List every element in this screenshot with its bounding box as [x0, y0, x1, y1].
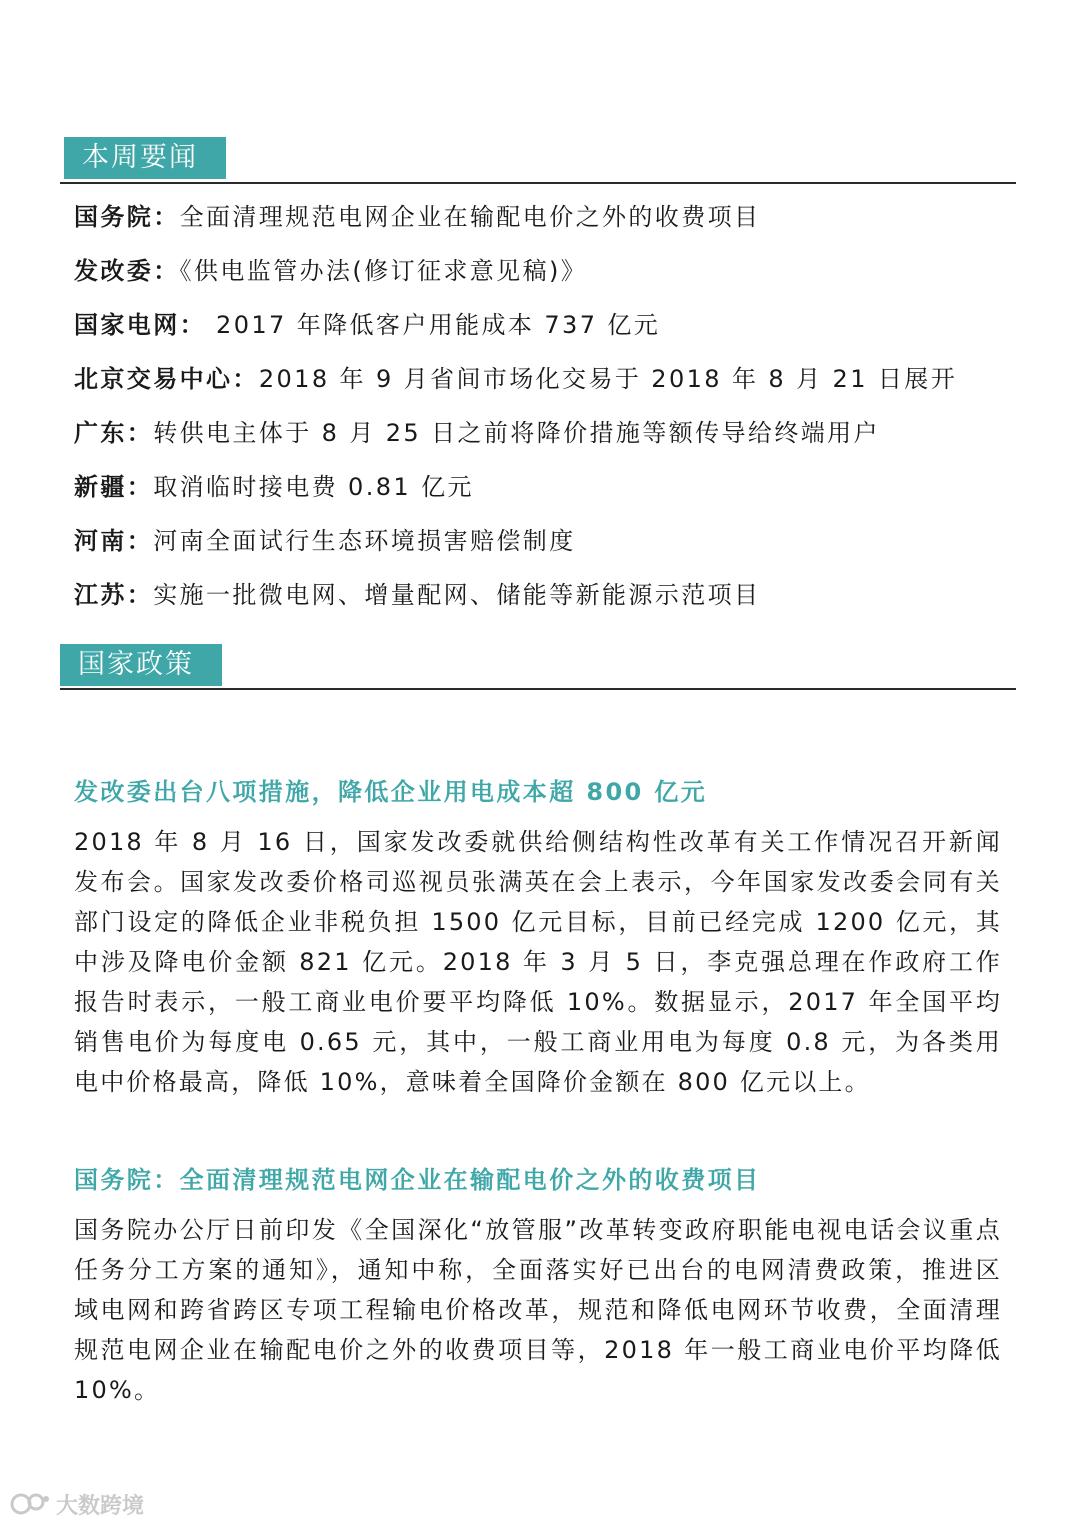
news-list [74, 198, 1014, 630]
article-body: 国务院办公厅日前印发《全国深化“放管服”改革转变政府职能电视电话会议重点任务分工方案的通知》，通知中称，全面落实好已出台的电网清费政策，推进区域电网和跨省跨区专项工程输电价格改革，规范和降低电网环节收费，全面清理规范电网企业在输配电价之外的收费项目等，2018 年一般工商业电价平均降低 10%。 [74, 1216, 1002, 1404]
news-summary: 河南全面试行生态环境损害赔偿制度 [153, 527, 576, 555]
news-item [74, 198, 1014, 252]
section-tab-news: 本周要闻 [64, 137, 226, 179]
section-divider [60, 182, 1016, 184]
news-item [74, 414, 1014, 468]
watermark [10, 1488, 144, 1520]
news-item [74, 522, 1014, 576]
news-summary: 2018 年 9 月省间市场化交易于 2018 年 8 月 21 日展开 [258, 365, 958, 393]
news-summary: 《供电监管办法(修订征求意见稿)》 [179, 257, 588, 285]
news-item [74, 252, 1014, 306]
news-item [74, 360, 1014, 414]
news-source: 河南： [74, 527, 154, 555]
news-summary: 全面清理规范电网企业在输配电价之外的收费项目 [179, 203, 761, 231]
news-source: 发改委： [74, 257, 180, 285]
article-body: 2018 年 8 月 16 日，国家发改委就供给侧结构性改革有关工作情况召开新闻发布会。国家发改委价格司巡视员张满英在会上表示，今年国家发改委会同有关部门设定的降低企业非税负担 1500 亿元目标，目前已经完成 1200 亿元，其中涉及降电价金额 821 亿元。2018 年 3 月 5 日，李克强总理在作政府工作报告时表示，一般工商业电价要平均降低 10%。数据显示，2017 年全国平均销售电价为每度电 0.65 元，其中，一般工商业用电为每度 0.8 元，为各类用电中价格最高，降低 10%，意味着全国降价金额在 800 亿元以上。 [74, 828, 1002, 1096]
news-item [74, 576, 1014, 630]
watermark-text: 大数跨境 [56, 1493, 145, 1519]
watermark-logo-icon [10, 1491, 50, 1517]
news-source: 国家电网： [74, 311, 206, 339]
news-source: 新疆： [74, 473, 154, 501]
news-summary: 实施一批微电网、增量配网、储能等新能源示范项目 [153, 581, 761, 609]
article-headline: 发改委出台八项措施，降低企业用电成本超 800 亿元 [74, 778, 708, 806]
news-source: 北京交易中心： [74, 365, 259, 393]
section-tab-policy: 国家政策 [60, 644, 222, 686]
news-source: 江苏： [74, 581, 154, 609]
news-item [74, 468, 1014, 522]
news-summary: 取消临时接电费 0.81 亿元 [153, 473, 474, 501]
news-summary: 转供电主体于 8 月 25 日之前将降价措施等额传导给终端用户 [153, 419, 880, 447]
article-headline: 国务院：全面清理规范电网企业在输配电价之外的收费项目 [74, 1166, 761, 1194]
section-divider [60, 688, 1016, 690]
news-item [74, 306, 1014, 360]
news-source: 国务院： [74, 203, 180, 231]
news-summary: 2017 年降低客户用能成本 737 亿元 [206, 311, 661, 339]
news-source: 广东： [74, 419, 154, 447]
